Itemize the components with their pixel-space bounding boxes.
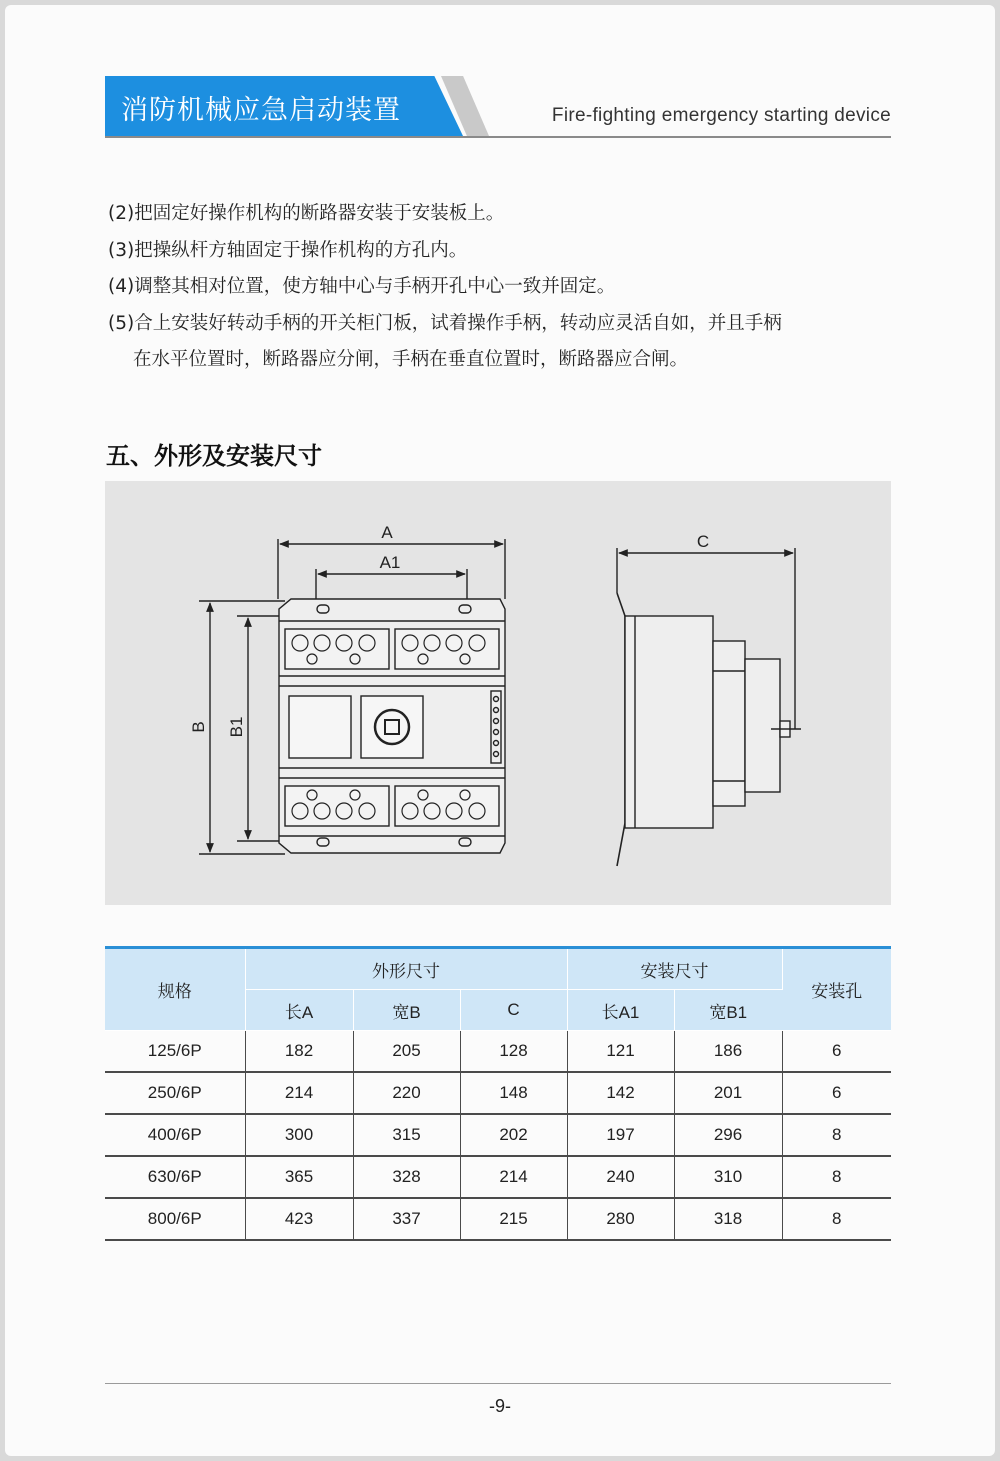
subheader-c: C bbox=[460, 990, 567, 1031]
table-cell: 280 bbox=[567, 1198, 674, 1240]
table-row bbox=[105, 1156, 891, 1198]
installation-steps bbox=[108, 196, 898, 379]
table-cell: 148 bbox=[460, 1072, 567, 1114]
header-holes: 安装孔 bbox=[782, 948, 891, 1031]
label-c: C bbox=[696, 532, 710, 551]
subheader-b1: 宽B1 bbox=[674, 990, 782, 1031]
table-cell: 6 bbox=[782, 1072, 891, 1114]
header-title: 消防机械应急启动装置 bbox=[121, 95, 401, 126]
table-cell: 318 bbox=[674, 1198, 782, 1240]
table-cell: 630/6P bbox=[105, 1156, 245, 1198]
table-cell: 142 bbox=[567, 1072, 674, 1114]
table-cell: 128 bbox=[460, 1031, 567, 1073]
table-cell: 400/6P bbox=[105, 1114, 245, 1156]
header-outline: 外形尺寸 bbox=[245, 948, 567, 990]
table-row bbox=[105, 1072, 891, 1114]
subheader-a: 长A bbox=[245, 990, 353, 1031]
table-cell: 215 bbox=[460, 1198, 567, 1240]
table-cell: 202 bbox=[460, 1114, 567, 1156]
table-cell: 121 bbox=[567, 1031, 674, 1073]
table-cell: 220 bbox=[353, 1072, 460, 1114]
table-cell: 423 bbox=[245, 1198, 353, 1240]
table-cell: 182 bbox=[245, 1031, 353, 1073]
table-cell: 125/6P bbox=[105, 1031, 245, 1073]
table-cell: 8 bbox=[782, 1156, 891, 1198]
table-row bbox=[105, 1031, 891, 1073]
subheader-b: 宽B bbox=[353, 990, 460, 1031]
table-cell: 328 bbox=[353, 1156, 460, 1198]
label-a1: A1 bbox=[379, 553, 401, 572]
table-row bbox=[105, 1198, 891, 1240]
table-cell: 205 bbox=[353, 1031, 460, 1073]
dimension-drawing-svg bbox=[105, 481, 891, 905]
label-b: B bbox=[189, 721, 208, 733]
table-cell: 201 bbox=[674, 1072, 782, 1114]
table-cell: 337 bbox=[353, 1198, 460, 1240]
page-number: -9- bbox=[489, 1396, 511, 1416]
table-cell: 8 bbox=[782, 1114, 891, 1156]
table-cell: 250/6P bbox=[105, 1072, 245, 1114]
step-4: (4)调整其相对位置，使方轴中心与手柄开孔中心一致并固定。 bbox=[108, 276, 616, 297]
label-b1: B1 bbox=[227, 716, 246, 738]
header-divider bbox=[105, 136, 891, 138]
table-cell: 800/6P bbox=[105, 1198, 245, 1240]
subheader-a1: 长A1 bbox=[567, 990, 674, 1031]
dimension-drawing bbox=[105, 481, 891, 905]
header-subtitle: Fire-fighting emergency starting device bbox=[551, 105, 891, 126]
step-5-continuation: 在水平位置时，断路器应分闸，手柄在垂直位置时，断路器应合闸。 bbox=[133, 349, 689, 370]
footer-divider bbox=[105, 1383, 891, 1384]
table-cell: 186 bbox=[674, 1031, 782, 1073]
table-cell: 214 bbox=[245, 1072, 353, 1114]
table-cell: 197 bbox=[567, 1114, 674, 1156]
label-a: A bbox=[381, 523, 393, 542]
dimension-table bbox=[105, 946, 891, 1241]
header-install: 安装尺寸 bbox=[567, 948, 782, 990]
page-header bbox=[105, 76, 891, 140]
table-cell: 365 bbox=[245, 1156, 353, 1198]
step-2: (2)把固定好操作机构的断路器安装于安装板上。 bbox=[108, 203, 505, 224]
step-3: (3)把操纵杆方轴固定于操作机构的方孔内。 bbox=[108, 239, 468, 261]
table-cell: 296 bbox=[674, 1114, 782, 1156]
table-cell: 240 bbox=[567, 1156, 674, 1198]
step-5: (5)合上安装好转动手柄的开关柜门板，试着操作手柄，转动应灵活自如，并且手柄 bbox=[108, 312, 782, 334]
table-cell: 214 bbox=[460, 1156, 567, 1198]
table-cell: 310 bbox=[674, 1156, 782, 1198]
table-cell: 6 bbox=[782, 1031, 891, 1073]
section-title: 五、外形及安装尺寸 bbox=[106, 442, 322, 470]
table-row bbox=[105, 1114, 891, 1156]
table-cell: 8 bbox=[782, 1198, 891, 1240]
header-spec: 规格 bbox=[105, 948, 245, 1031]
table-cell: 315 bbox=[353, 1114, 460, 1156]
table-cell: 300 bbox=[245, 1114, 353, 1156]
